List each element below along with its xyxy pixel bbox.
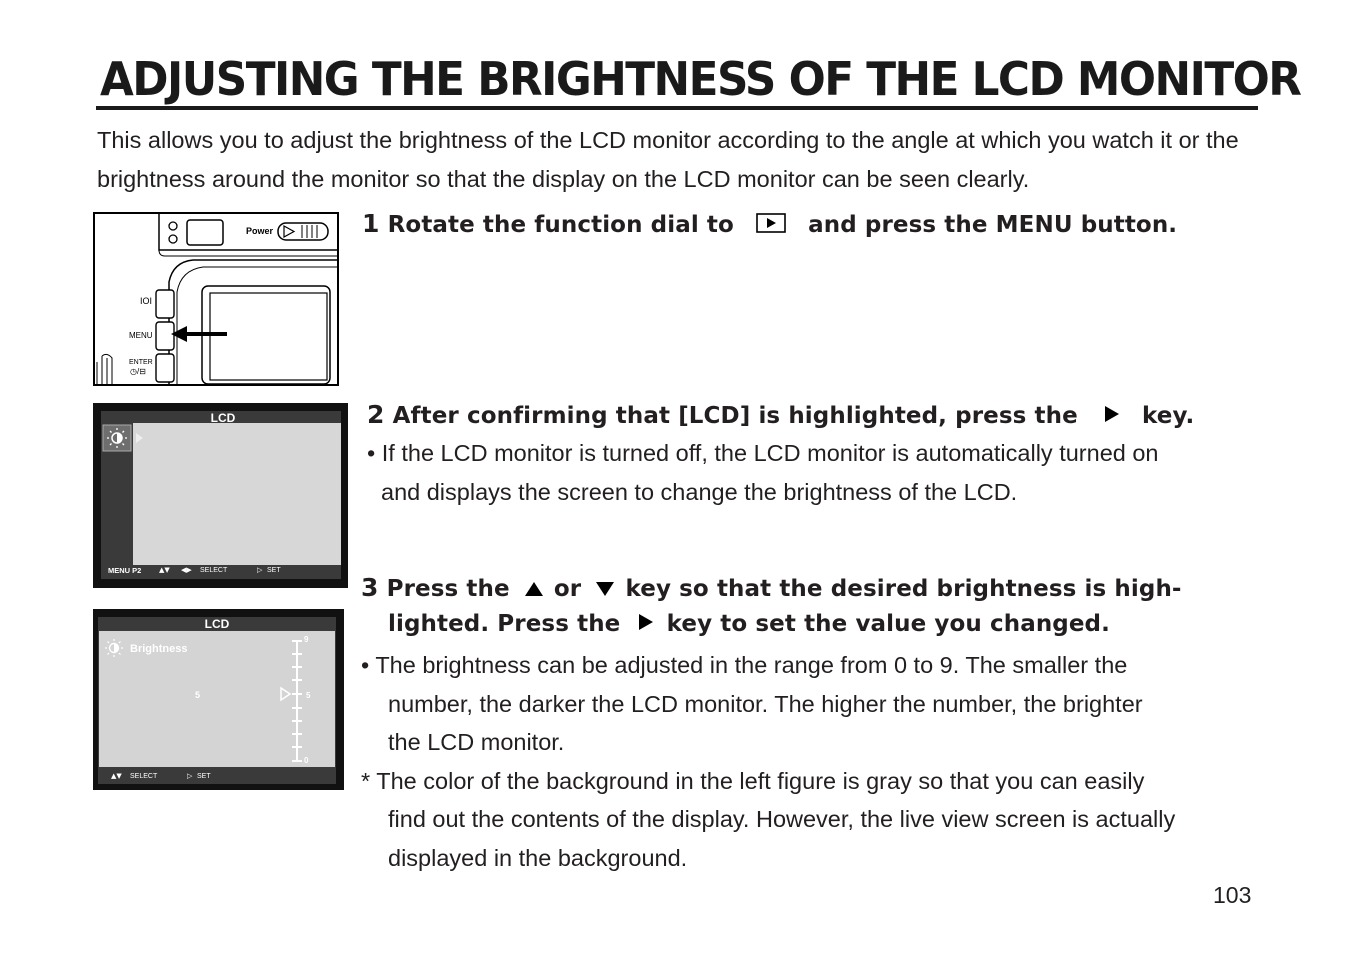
step-3-line1-b: or — [553, 576, 582, 602]
step-3-line1-a: Press the — [386, 576, 510, 602]
right-arrow-icon — [638, 612, 654, 638]
step-3-heading-line-1 — [361, 573, 1182, 603]
up-arrow-icon — [524, 577, 544, 603]
lcd-menu-header: LCD — [210, 411, 236, 425]
menu-label: MENU — [129, 331, 153, 340]
step-3-note1-line-1: • The brightness can be adjusted in the range from 0 to 9. The smaller the — [361, 652, 1128, 678]
step-1-text-before: Rotate the function dial to — [387, 212, 734, 238]
step-2-note-line-2: and displays the screen to change the brightness of the LCD. — [381, 479, 1018, 505]
down-arrow-icon — [595, 577, 615, 603]
lcd-menu-figure — [93, 403, 348, 588]
lcd-brightness-header: LCD — [204, 617, 230, 631]
camera-back-figure — [93, 212, 339, 386]
step-3-note1-line-3: the LCD monitor. — [388, 729, 565, 755]
svg-text:▷: ▷ — [257, 566, 263, 574]
enter-label: ENTER — [129, 359, 153, 366]
intro-paragraph: This allows you to adjust the brightness of the LCD monitor according to the angle at which you watch it or the brightness around the monitor so that the display on the LCD monitor can be seen clearly. — [97, 127, 1239, 192]
step-3-line2-a: lighted. Press the — [388, 611, 621, 637]
right-arrow-icon — [1104, 404, 1120, 430]
step-3-note1-line-2: number, the darker the LCD monitor. The higher the number, the brighter — [388, 691, 1143, 717]
svg-text:▲▼: ▲▼ — [159, 566, 170, 574]
step-3-note2-line-2: find out the contents of the display. However, the live view screen is actually — [388, 806, 1176, 832]
brightness-item-label: Brightness — [130, 643, 188, 655]
scale-max-label: 9 — [304, 635, 309, 644]
step-3-note2-line-3: displayed in the background. — [388, 845, 688, 871]
lcd-brightness-footer-set: SET — [197, 773, 211, 780]
step-2-number: 2 — [367, 400, 385, 429]
lcd-brightness-figure — [93, 609, 344, 790]
step-2-text-before: After confirming that [LCD] is highlighted, press the — [392, 403, 1078, 429]
power-label: Power — [246, 226, 274, 236]
scale-min-label: 0 — [304, 756, 309, 765]
playback-icon — [756, 213, 786, 239]
lcd-brightness-footer-select: SELECT — [130, 773, 158, 780]
title-underline — [96, 106, 1258, 110]
step-2-heading — [367, 400, 1194, 430]
step-2-text-after: key. — [1142, 403, 1195, 429]
step-2-note-line-1: • If the LCD monitor is turned off, the LCD monitor is automatically turned on — [367, 440, 1159, 466]
step-3-line1-c: key so that the desired brightness is high- — [625, 576, 1182, 602]
svg-text:◀▶: ◀▶ — [181, 566, 192, 574]
step-1-number: 1 — [362, 209, 380, 238]
lcd-menu-footer-page: MENU P2 — [108, 566, 142, 575]
svg-text:▷: ▷ — [187, 772, 193, 780]
svg-text:▲▼: ▲▼ — [111, 772, 122, 780]
step-1-heading — [362, 209, 1177, 239]
step-1-text-after: and press the MENU button. — [808, 212, 1178, 238]
page-number: 103 — [1213, 882, 1252, 908]
step-3-heading-line-2 — [388, 611, 1110, 638]
lcd-menu-footer-set: SET — [267, 567, 281, 574]
lcd-menu-footer-select: SELECT — [200, 567, 228, 574]
page-title: ADJUSTING THE BRIGHTNESS OF THE LCD MONITOR — [100, 52, 1301, 106]
step-3-number: 3 — [361, 573, 379, 602]
step-3-note2-line-1: * The color of the background in the left figure is gray so that you can easily — [361, 768, 1145, 794]
scale-mid-label: 5 — [306, 691, 311, 700]
svg-text:IOI: IOI — [140, 296, 153, 306]
svg-text:◷/⊟: ◷/⊟ — [130, 367, 146, 376]
step-3-line2-b: key to set the value you changed. — [666, 611, 1110, 637]
brightness-current-value: 5 — [195, 690, 201, 700]
